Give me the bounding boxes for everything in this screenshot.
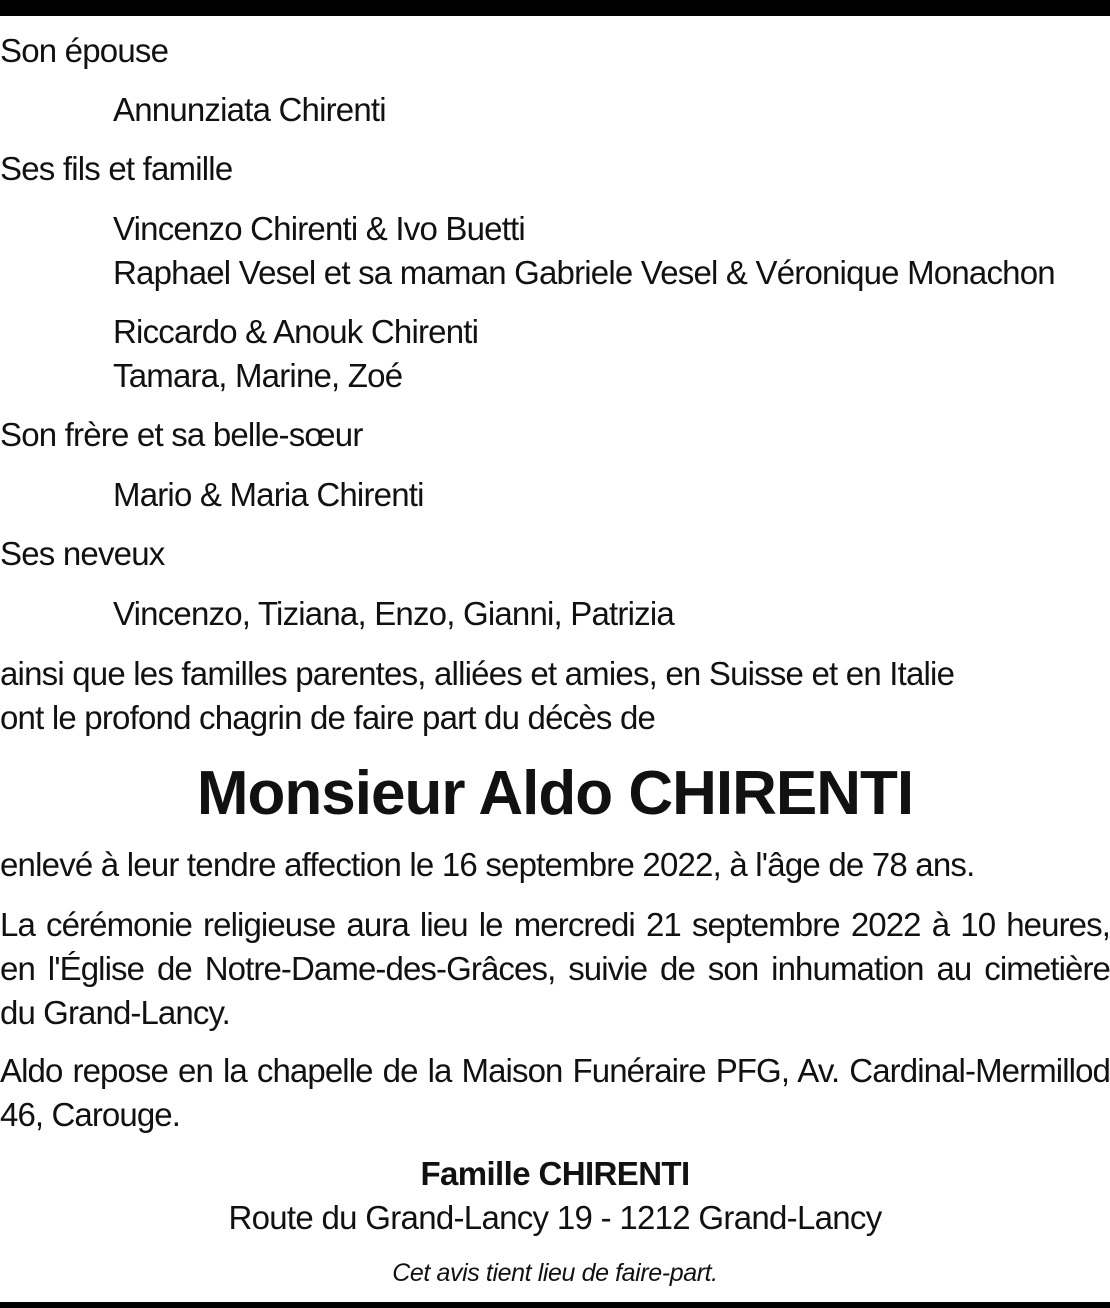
sons-line-3: Riccardo & Anouk Chirenti bbox=[113, 313, 479, 350]
announcement-line-2: ont le profond chagrin de faire part du décès de bbox=[0, 699, 656, 736]
rest-place-paragraph: Aldo repose en la chapelle de la Maison Funéraire PFG, Av. Cardinal-Mermillod 46, Carouge. bbox=[0, 1052, 1110, 1133]
sons-line-4: Tamara, Marine, Zoé bbox=[113, 357, 403, 394]
footer-note: Cet avis tient lieu de faire-part. bbox=[392, 1259, 718, 1287]
nephews-heading: Ses neveux bbox=[0, 535, 165, 572]
bottom-border-rule bbox=[0, 1302, 1110, 1308]
sons-line-2: Raphael Vesel et sa maman Gabriele Vesel & Véronique Monachon bbox=[113, 254, 1055, 291]
family-address: Route du Grand-Lancy 19 - 1212 Grand-Lancy bbox=[228, 1199, 882, 1236]
announcement-line-1: ainsi que les familles parentes, alliées et amies, en Suisse et en Italie bbox=[0, 655, 955, 692]
brother-name: Mario & Maria Chirenti bbox=[113, 476, 424, 513]
deceased-name: Monsieur Aldo CHIRENTI bbox=[196, 759, 914, 828]
sons-line-1: Vincenzo Chirenti & Ivo Buetti bbox=[113, 210, 525, 247]
ceremony-paragraph: La cérémonie religieuse aura lieu le mercredi 21 septembre 2022 à 10 heures, en l'Église de Notre-Dame-des-Grâces, suivie de son inhumation au cimetière du Grand-Lancy. bbox=[0, 906, 1110, 1031]
sons-heading: Ses fils et famille bbox=[0, 150, 233, 187]
brother-heading: Son frère et sa belle-sœur bbox=[0, 416, 363, 453]
spouse-heading: Son épouse bbox=[0, 32, 169, 69]
top-border-rule bbox=[0, 0, 1110, 16]
family-signature: Famille CHIRENTI bbox=[420, 1155, 690, 1192]
death-notice: enlevé à leur tendre affection le 16 septembre 2022, à l'âge de 78 ans. bbox=[0, 846, 975, 883]
nephews-names: Vincenzo, Tiziana, Enzo, Gianni, Patrizia bbox=[113, 595, 674, 632]
spouse-name: Annunziata Chirenti bbox=[113, 91, 386, 128]
